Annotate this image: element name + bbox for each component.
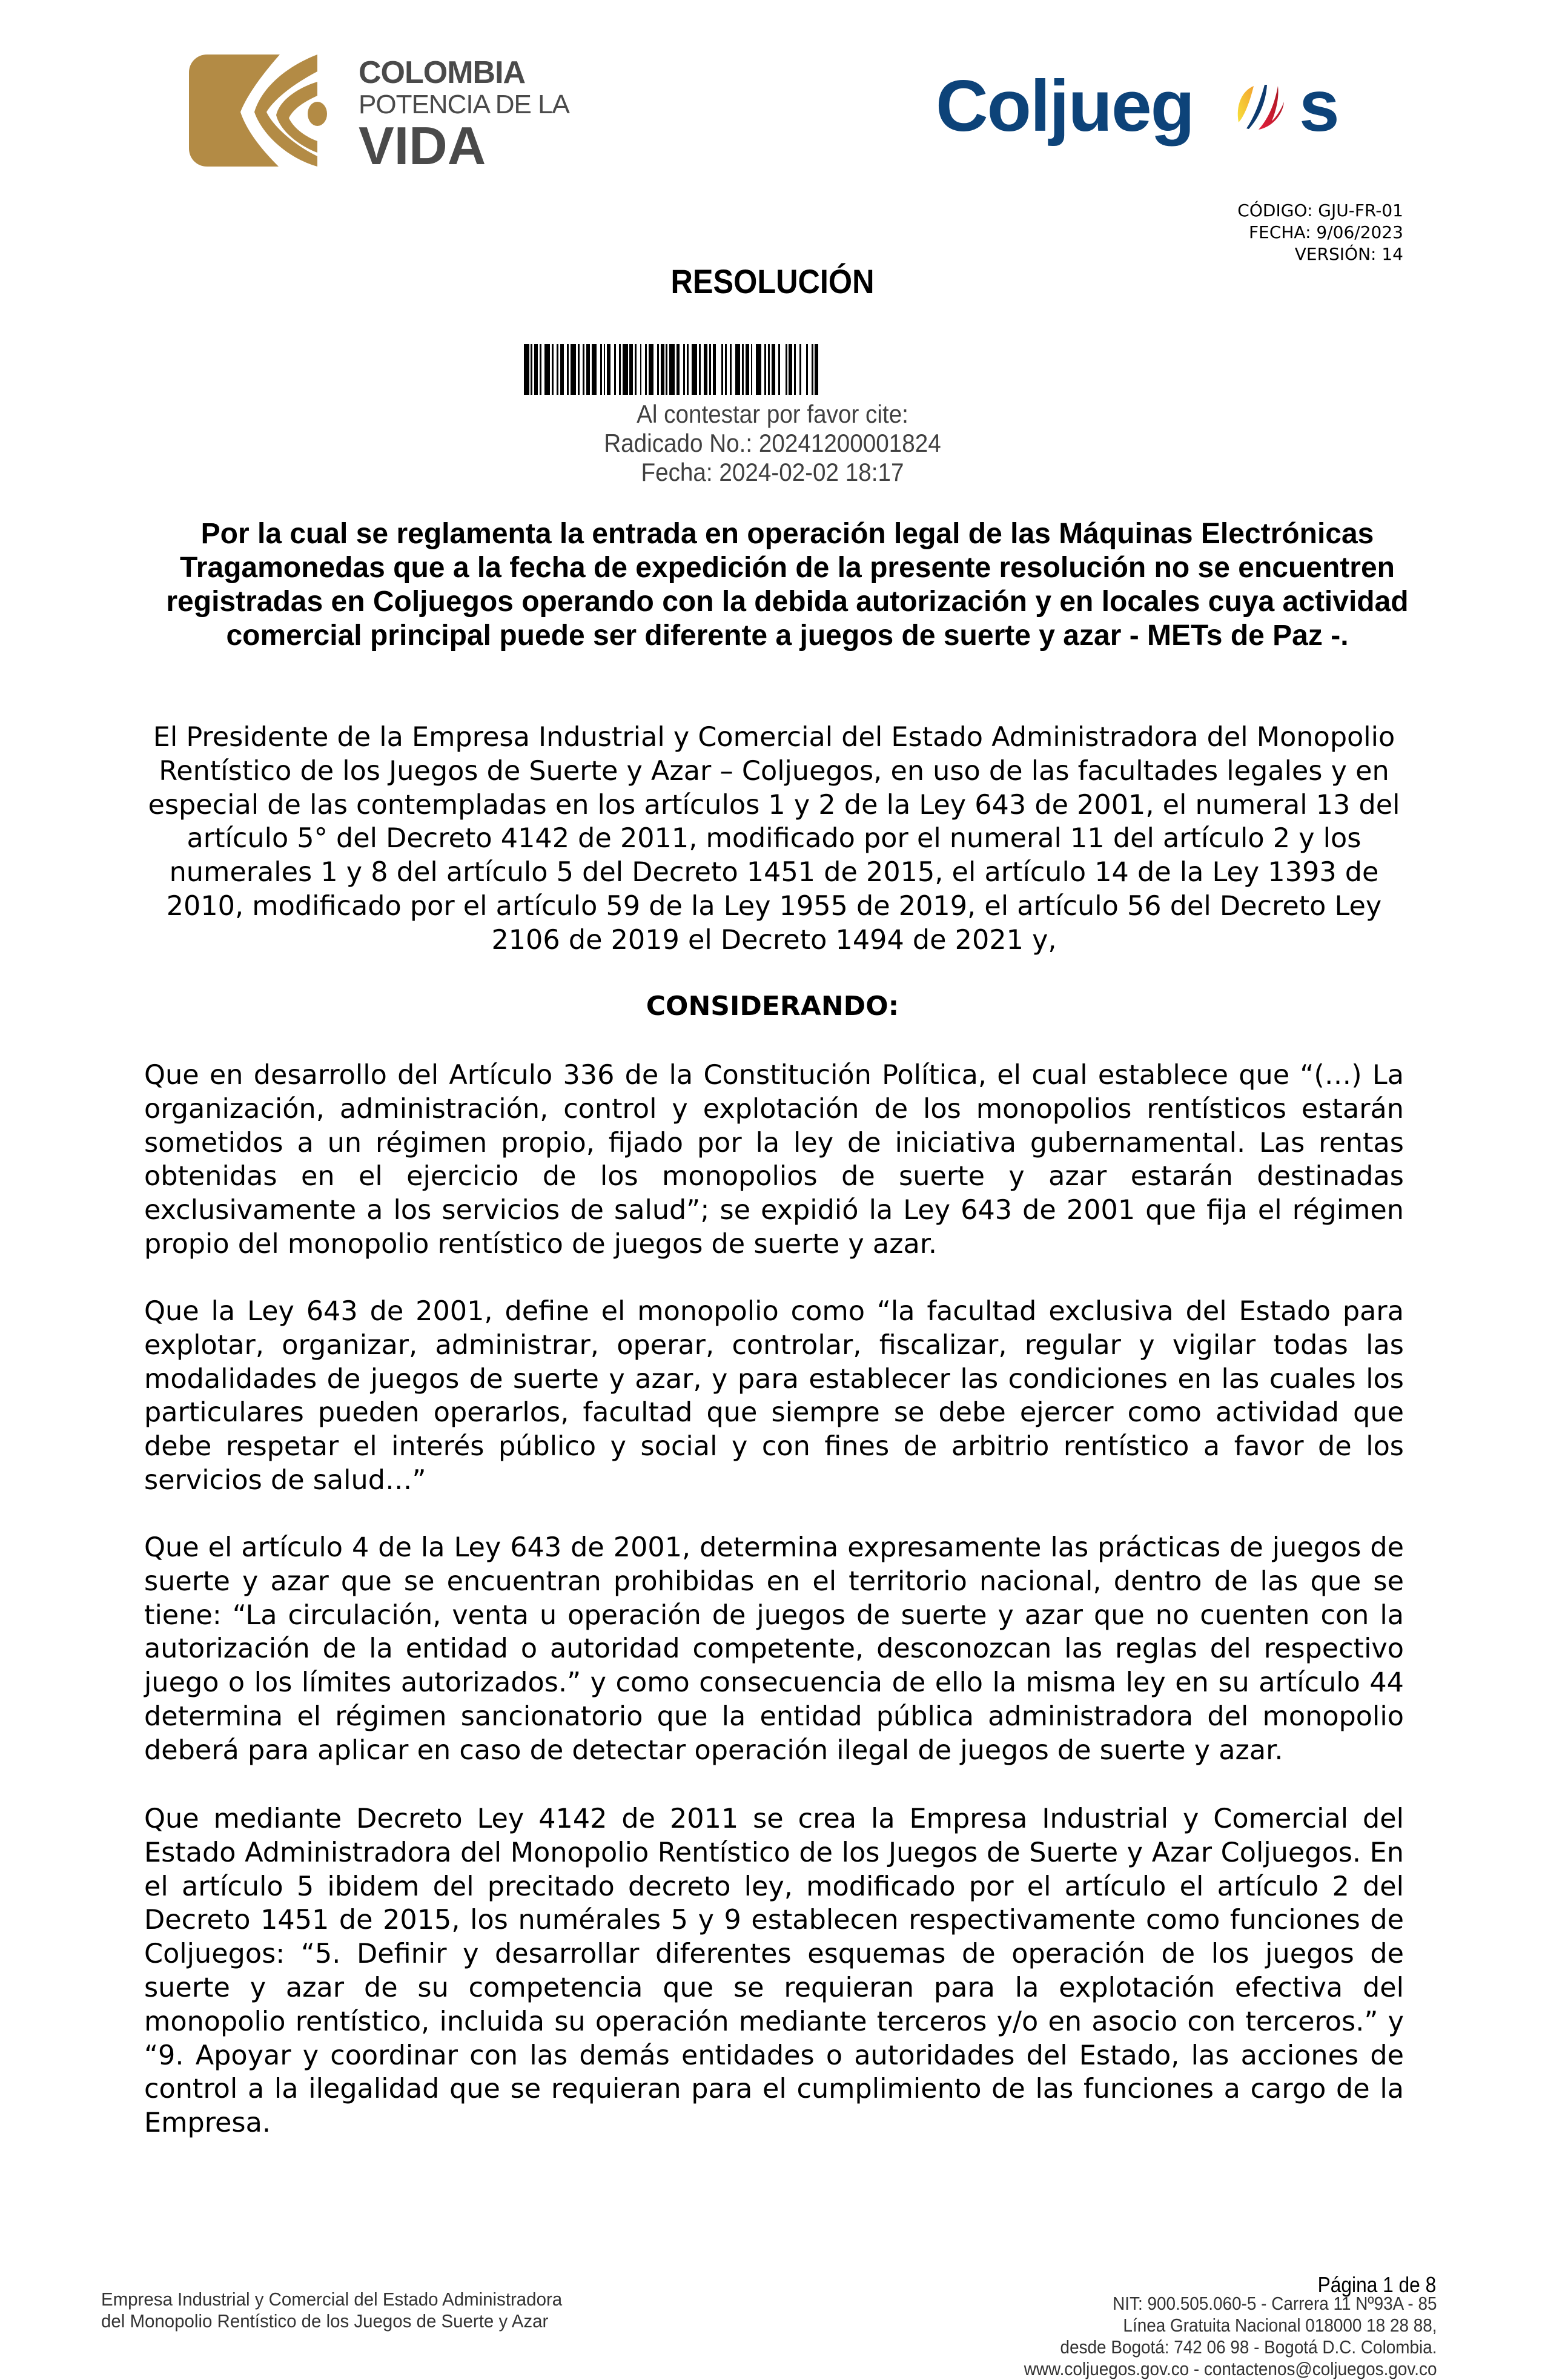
barcode-space bbox=[716, 344, 721, 395]
page-number: Página 1 de 8 bbox=[1317, 2272, 1436, 2297]
footer-entity-line2: del Monopolio Rentístico de los Juegos de Suerte y Azar bbox=[101, 2310, 549, 2332]
coljuegos-logo-text: Coljueg bbox=[936, 65, 1194, 147]
coljuegos-flame-icon bbox=[1236, 85, 1296, 133]
considerando-paragraph: Que en desarrollo del Artículo 336 de la Constitución Política, el cual establece que “(…) La organización, administración, control y explotación de los monopolios rentísticos estarán sometidos a un régimen propio, fijado por la ley de iniciativa gubernamental. Las rentas obtenidas en el ejercicio de los monopolios de suerte y azar estarán destinadas exclusivamente a los servicios de salud”; se expidió la Ley 643 de 2001 que fija el régimen propio del monopolio rentístico de juegos de suerte y azar. bbox=[144, 1060, 1404, 1260]
coljuegos-logo-s: s bbox=[1299, 65, 1340, 147]
citation-block bbox=[0, 400, 1545, 487]
logo-line-potencia: POTENCIA DE LA bbox=[359, 90, 569, 119]
citation-instruction: Al contestar por favor cite: bbox=[637, 400, 908, 428]
barcode-space bbox=[780, 344, 786, 395]
barcode-bar bbox=[669, 344, 675, 395]
footer-phone-national: Línea Gratuita Nacional 018000 18 28 88, bbox=[1123, 2315, 1437, 2336]
barcode-bar bbox=[524, 344, 529, 395]
form-code-block bbox=[1237, 200, 1403, 265]
barcode-bar bbox=[623, 344, 628, 395]
barcode-bar bbox=[692, 344, 697, 395]
form-fecha: FECHA: 9/06/2023 bbox=[1249, 222, 1403, 242]
considerando-heading: CONSIDERANDO: bbox=[646, 991, 899, 1022]
barcode-space bbox=[801, 344, 807, 395]
barcode-bar bbox=[756, 344, 761, 395]
footer-phone-bogota: desde Bogotá: 742 06 98 - Bogotá D.C. Colombia. bbox=[1060, 2336, 1437, 2358]
barcode-bar bbox=[735, 344, 741, 395]
document-title: RESOLUCIÓN bbox=[670, 262, 875, 300]
considerando-paragraph: Que la Ley 643 de 2001, define el monopolio como “la facultad exclusiva del Estado para explotar, organizar, administrar, operar, controlar, fiscalizar, regular y vigilar todas las modalidades de juegos de suerte y azar, y para establecer las condiciones en las cuales los particulares pueden operarlos, facultad que siempre se debe ejercer como actividad que debe respetar el interés público y social y con fines de arbitrio rentístico a favor de los servicios de salud…” bbox=[144, 1296, 1404, 1496]
barcode-space bbox=[818, 344, 822, 395]
footer-contact-info bbox=[1024, 2293, 1437, 2380]
barcode-bar bbox=[571, 344, 576, 395]
barcode-bar bbox=[544, 344, 550, 395]
form-version: VERSIÓN: 14 bbox=[1294, 244, 1403, 264]
footer-entity-name bbox=[101, 2289, 562, 2332]
logo-line-colombia: COLOMBIA bbox=[359, 55, 526, 90]
footer-entity-line1: Empresa Industrial y Comercial del Estado Administradora bbox=[101, 2289, 563, 2310]
colombia-potencia-de-la-vida-logo bbox=[189, 55, 577, 176]
form-codigo: CÓDIGO: GJU-FR-01 bbox=[1237, 200, 1403, 220]
colombia-logo-text bbox=[359, 55, 569, 176]
colombia-waves-icon bbox=[189, 55, 329, 167]
logo-line-vida: VIDA bbox=[359, 116, 486, 176]
radicado-date: Fecha: 2024-02-02 18:17 bbox=[641, 458, 904, 486]
footer-web-email[interactable]: www.coljuegos.gov.co - contactenos@coljuegos.gov.co bbox=[1024, 2358, 1437, 2379]
barcode-bar bbox=[649, 344, 654, 395]
preamble-paragraph: El Presidente de la Empresa Industrial y Comercial del Estado Administradora del Monopolio Rentístico de los Juegos de Suerte y Azar – Coljuegos, en uso de las facultades legales y en especial de las contempladas en los artículos 1 y 2 de la Ley 643 de 2001, el numeral 13 del artículo 5° del Decreto 4142 de 2011, modificado por el numeral 11 del artículo 2 y los numerales 1 y 8 del artículo 5 del Decreto 1451 de 2015, el artículo 14 de la Ley 1393 de 2010, modificado por el artículo 59 de la Ley 1955 de 2019, el artículo 56 del Decreto Ley 2106 de 2019 el Decreto 1494 de 2021 y, bbox=[148, 722, 1400, 956]
considerando-paragraph: Que mediante Decreto Ley 4142 de 2011 se crea la Empresa Industrial y Comercial del Estado Administradora del Monopolio Rentístico de los Juegos de Suerte y Azar Coljuegos. En el artículo 5 ibidem del precitado decreto ley, modificado por el artículo el artículo 2 del Decreto 1451 de 2015, los numérales 5 y 9 establecen respectivamente como funciones de Coljuegos: “5. Definir y desarrollar diferentes esquemas de operación de los juegos de suerte y azar de su competencia que se requieran para la explotación efectiva del monopolio rentístico, incluida su operación mediante terceros y/o en asocio con terceros.” y “9. Apoyar y coordinar con las demás entidades o autoridades del Estado, las acciones de control a la ilegalidad que se requieran para el cumplimiento de las funciones a cargo de la Empresa. bbox=[144, 1803, 1404, 2139]
footer-nit-address: NIT: 900.505.060-5 - Carrera 11 Nº93A - 85 bbox=[1113, 2293, 1437, 2314]
radicado-number: Radicado No.: 20241200001824 bbox=[604, 429, 941, 457]
coljuegos-logo bbox=[936, 67, 1396, 151]
barcode-bar bbox=[592, 344, 597, 395]
radicado-barcode bbox=[524, 344, 822, 395]
resolution-subject: Por la cual se reglamenta la entrada en operación legal de las Máquinas Electrónicas Tragamonedas que a la fecha de expedición de la presente resolución no se encuentren registradas en Coljuegos operando con la debida autorización y en locales cuya actividad comercial principal puede ser diferente a juegos de suerte y azar - METs de Paz -. bbox=[166, 518, 1409, 652]
considerando-paragraph: Que el artículo 4 de la Ley 643 de 2001, determina expresamente las prácticas de juegos de suerte y azar que se encuentran prohibidas en el territorio nacional, dentro de las que se tiene: “La circulación, venta u operación de juegos de suerte y azar que no cuenten con la autorización de la entidad o autoridad competente, desconozcan las reglas del respectivo juego o los límites autorizados.” y como consecuencia de ello la misma ley en su artículo 44 determina el régimen sancionatorio que la entidad pública administradora del monopolio deberá para aplicar en caso de detectar operación ilegal de juegos de suerte y azar. bbox=[144, 1532, 1404, 1766]
